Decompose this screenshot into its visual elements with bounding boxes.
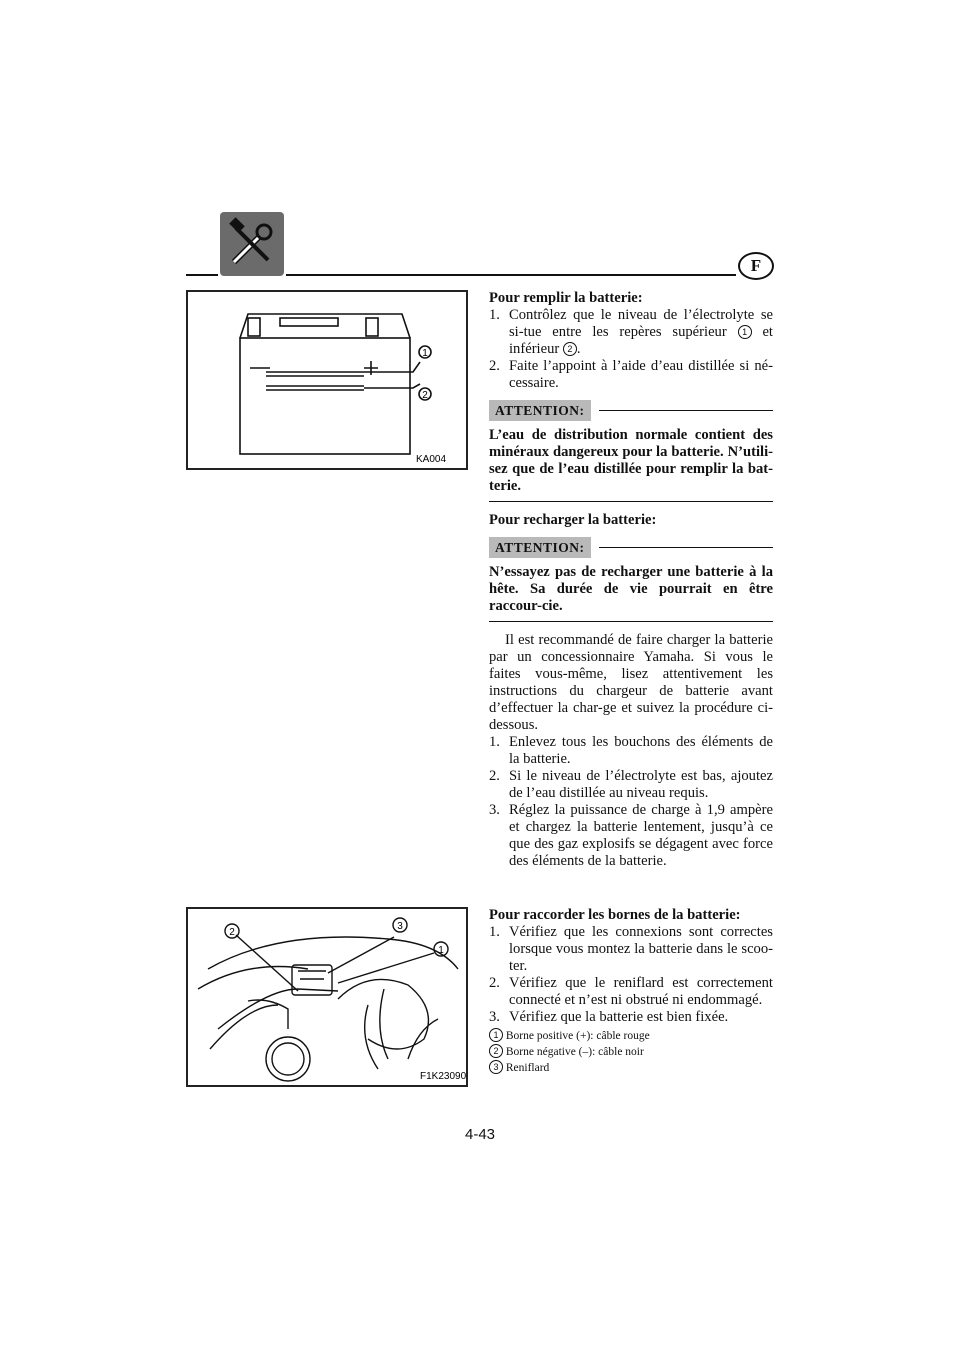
recharge-heading: Pour recharger la batterie: [489, 512, 657, 528]
callout-3: 3 [397, 921, 403, 932]
caution-distilled-water: L’eau de distribution normale contient des minéraux dangereux pour la batterie. N’utili-sez que de l’eau distillée pour remplir la bat-terie. [489, 427, 773, 502]
callout-2: 2 [229, 927, 235, 938]
caution-fast-charge: N’essayez pas de recharger une batterie à la hête. Sa durée de vie pourrait en être raccour-cie. [489, 564, 773, 622]
callout-ref-2: 2 [563, 342, 577, 356]
fill-step-1: 1. Contrôlez que le niveau de l’électrolyte se si-tue entre les repères supérieur 1 et inférieur 2 . [489, 307, 773, 357]
tools-section-icon [220, 212, 284, 276]
connect-step-1: 1. Vérifiez que les connexions sont correctes lorsque vous montez la batterie dans le scoo-ter. [489, 924, 773, 974]
header-rule-left [186, 274, 218, 276]
caution-header [489, 400, 773, 421]
connect-step-3: 3. Vérifiez que la batterie est bien fixée. [489, 1009, 729, 1025]
callout-1: 1 [422, 348, 428, 359]
recharge-step-3: 3. Réglez la puissance de charge à 1,9 ampère et chargez la batterie lentement, jusqu’à ce que des gaz explosifs se dégagent avec force des éléments de la batterie. [489, 802, 773, 869]
recharge-step-2: 2. Si le niveau de l’électrolyte est bas, ajoutez de l’eau distillée au niveau requis. [489, 768, 773, 801]
figure-legend [489, 1028, 773, 1076]
fill-step-2: 2. Faite l’appoint à l’aide d’eau distillée si né-cessaire. [489, 358, 773, 391]
recharge-paragraph: Il est recommandé de faire charger la batterie par un concessionnaire Yamaha. Si vous le faites vous-même, lisez attentivement les instructions du chargeur de batterie avant d’effectuer la char-ge et suivez la procédure ci-dessous. [489, 632, 773, 733]
battery-connect-section [489, 907, 773, 1076]
caution-header [489, 537, 773, 558]
wrench-screwdriver-icon [220, 212, 284, 276]
legend-item: 2 Borne négative (–): câble noir [489, 1044, 773, 1060]
page-number: 4-43 [464, 1126, 496, 1143]
callout-ref-1: 1 [738, 325, 752, 339]
header-rule-right [286, 274, 736, 276]
figure-code: F1K23090 [420, 1071, 466, 1082]
caution-label: ATTENTION: [489, 400, 591, 421]
connect-heading: Pour raccorder les bornes de la batterie: [489, 907, 741, 923]
callout-1: 1 [438, 945, 444, 956]
fill-heading: Pour remplir la batterie: [489, 290, 643, 306]
legend-item: 1 Borne positive (+): câble rouge [489, 1028, 773, 1044]
battery-fill-section [489, 290, 773, 870]
language-badge: F [738, 252, 774, 280]
legend-item: 3 Reniflard [489, 1060, 773, 1076]
battery-level-figure [186, 290, 468, 470]
battery-connection-figure [186, 907, 468, 1087]
callout-2: 2 [422, 390, 428, 401]
figure-code: KA004 [416, 454, 447, 465]
connect-step-2: 2. Vérifiez que le reniflard est correctement connecté et n’est ni obstrué ni endommagé. [489, 975, 773, 1008]
scooter-battery-illustration [188, 909, 466, 1085]
battery-illustration [188, 292, 466, 468]
recharge-step-1: 1. Enlevez tous les bouchons des éléments de la batterie. [489, 734, 773, 767]
caution-label: ATTENTION: [489, 537, 591, 558]
